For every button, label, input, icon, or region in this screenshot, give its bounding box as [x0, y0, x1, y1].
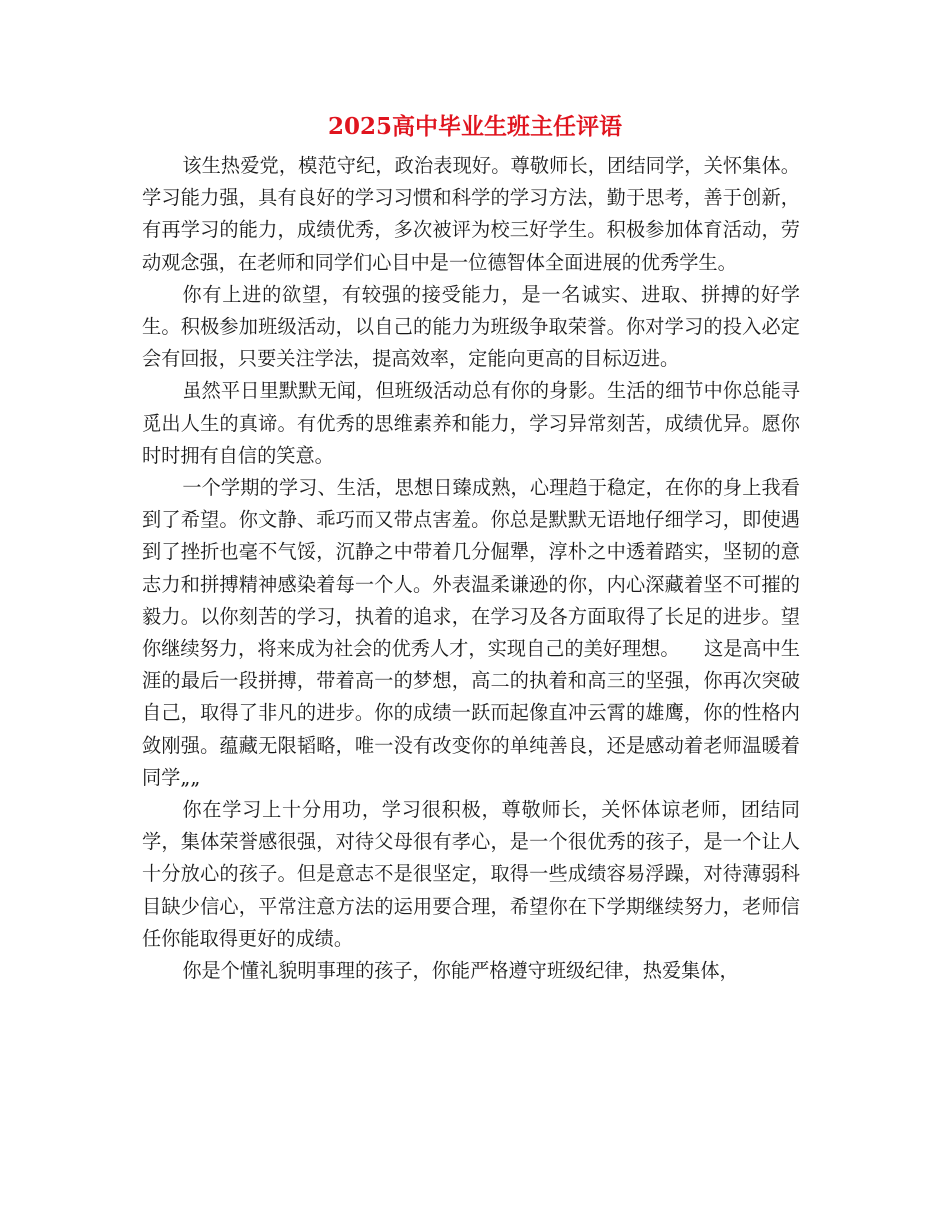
document-title: 2025高中毕业生班主任评语 [327, 113, 622, 140]
paragraph-3: 虽然平日里默默无闻，但班级活动总有你的身影。生活的细节中你总能寻觅出人生的真谛。有优秀的思维素养和能力，学习异常刻苦，成绩优异。愿你时时拥有自信的笑意。 [142, 379, 800, 467]
paragraph-4: 一个学期的学习、生活，思想日臻成熟，心理趋于稳定，在你的身上我看到了希望。你文静、乖巧而又带点害羞。你总是默默无语地仔细学习，即使遇到了挫折也毫不气馁，沉静之中带着几分倔犟，淳朴之中透着踏实，坚韧的意志力和拼搏精神感染着每一个人。外表温柔谦逊的你，内心深藏着坚不可摧的毅力。以你刻苦的学习，执着的追求，在学习及各方面取得了长足的进步。望你继续努力，将来成为社会的优秀人才，实现自己的美好理想。 这是高中生涯的最后一段拼搏，带着高一的梦想，高二的执着和高三的坚强，你再次突破自己，取得了非凡的进步。你的成绩一跃而起像直冲云霄的雄鹰，你的性格内敛刚强。蕴藏无限韬略，唯一没有改变你的单纯善良，还是感动着老师温暖着同学„„ [142, 476, 800, 789]
paragraph-2: 你有上进的欲望，有较强的接受能力，是一名诚实、进取、拼搏的好学生。积极参加班级活动，以自己的能力为班级争取荣誉。你对学习的投入必定会有回报，只要关注学法，提高效率，定能向更高的目标迈进。 [142, 282, 800, 371]
paragraph-1: 该生热爱党，模范守纪，政治表现好。尊敬师长，团结同学，关怀集体。学习能力强，具有良好的学习习惯和科学的学习方法，勤于思考，善于创新，有再学习的能力，成绩优秀，多次被评为校三好学生。积极参加体育活动，劳动观念强，在老师和同学们心目中是一位德智体全面进展的优秀学生。 [142, 154, 800, 274]
document-body [142, 150, 800, 987]
paragraph-6: 你是个懂礼貌明事理的孩子，你能严格遵守班级纪律，热爱集体， [182, 959, 739, 983]
paragraph-5: 你在学习上十分用功，学习很积极，尊敬师长，关怀体谅老师，团结同学，集体荣誉感很强，对待父母很有孝心，是一个很优秀的孩子，是一个让人十分放心的孩子。但是意志不是很坚定，取得一些成绩容易浮躁，对待薄弱科目缺少信心，平常注意方法的运用要合理，希望你在下学期继续努力，老师信任你能取得更好的成绩。 [142, 798, 800, 950]
